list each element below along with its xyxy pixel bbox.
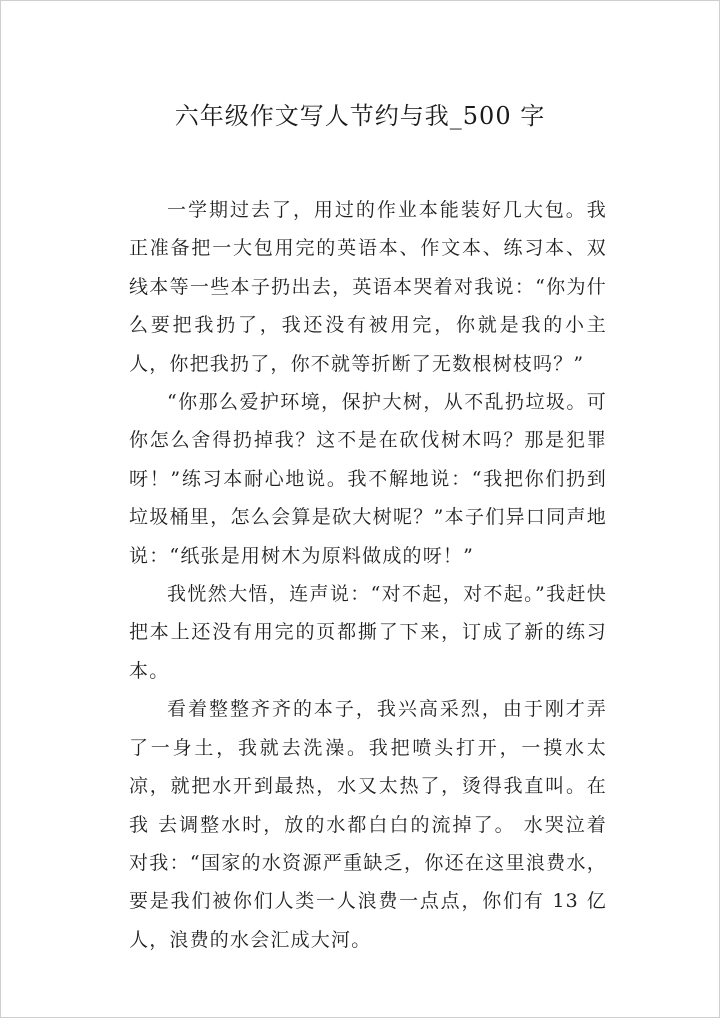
paragraph-4: 看着整整齐齐的本子，我兴高采烈，由于刚才弄了一身土，我就去洗澡。我把喷头打开，一摸水太凉，就把水开到最热，水又太热了，烫得我直叫。在我 去调整水时，放的水都白白的流掉了。 水哭泣着对我：“国家的水资源严重缺乏，你还在这里浪费水，要是我们被你们人类一人浪费一点点，你们有 13 亿人，浪费的水会汇成大河。: [129, 698, 607, 951]
paragraph-3: 我恍然大悟，连声说：“对不起，对不起。”我赶快把本上还没有用完的页都撕了下来，订成了新的练习本。: [129, 583, 607, 682]
document-title: 六年级作文写人节约与我_500 字: [174, 102, 546, 130]
paragraph-2: “你那么爱护环境，保护大树，从不乱扔垃圾。可你怎么舍得扔掉我？这不是在砍伐树木吗？那是犯罪呀！”练习本耐心地说。我不解地说：“我把你们扔到垃圾桶里，怎么会算是砍大树呢？”本子们异口同声地说：“纸张是用树木为原料做成的呀！”: [129, 391, 607, 567]
document-body: [129, 191, 607, 959]
paragraph-1: 一学期过去了，用过的作业本能装好几大包。我正准备把一大包用完的英语本、作文本、练习本、双线本等一些本子扔出去，英语本哭着对我说：“你为什么要把我扔了，我还没有被用完，你就是我的小主人，你把我扔了，你不就等折断了无数根树枝吗？”: [129, 199, 607, 375]
